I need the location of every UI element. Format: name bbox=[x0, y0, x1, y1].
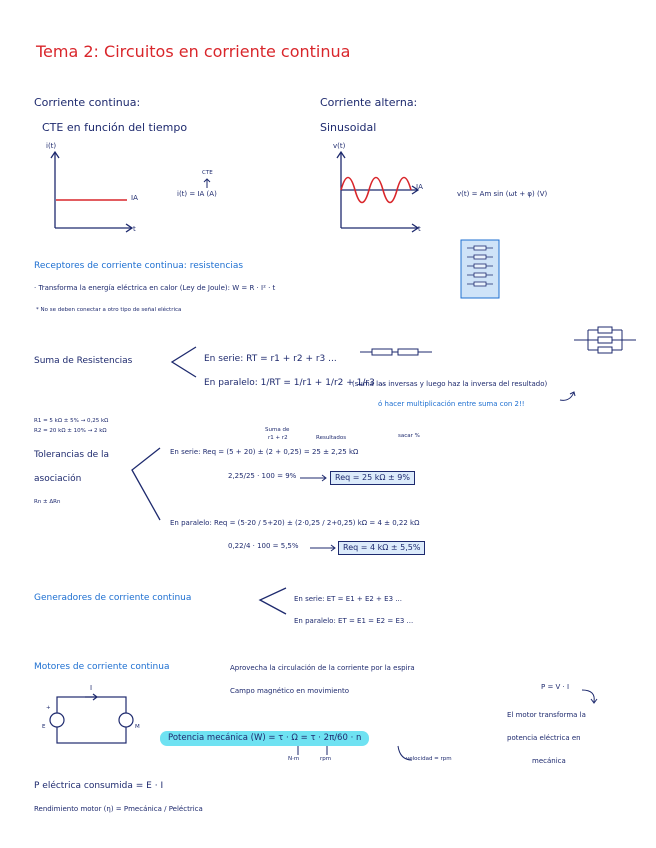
circuit-current-label: I bbox=[90, 684, 93, 692]
tol-label-2: asociación bbox=[34, 474, 82, 484]
ac-subheading: Sinusoidal bbox=[320, 121, 377, 134]
motores-heading: Motores de corriente continua bbox=[34, 662, 170, 672]
tol-serie-result: Req = 25 kΩ ± 9% bbox=[330, 471, 415, 485]
suma-serie: En serie: RT = r1 + r2 + r3 ... bbox=[204, 354, 337, 364]
circuit-plus-label: + bbox=[46, 705, 51, 711]
page-title: Tema 2: Circuitos en corriente continua bbox=[36, 42, 351, 61]
suma-alt-note: ó hacer multiplicación entre suma con 2!! bbox=[378, 400, 525, 408]
circuit-source-label: E bbox=[42, 724, 46, 730]
motores-note-3: mecánica bbox=[532, 757, 566, 765]
potencia-formula: Potencia mecánica (W) = τ · Ω = τ · 2π/60 · n bbox=[160, 731, 369, 746]
suma-label: Suma de Resistencias bbox=[34, 356, 133, 366]
gen-serie: En serie: ET = E1 + E2 + E3 ... bbox=[294, 595, 402, 603]
rendimiento: Rendimiento motor (η) = Pmecánica / Peléctrica bbox=[34, 805, 203, 813]
suma-paralelo: En paralelo: 1/RT = 1/r1 + 1/r2 + 1/r3 ... bbox=[204, 378, 387, 388]
tol-ann-2: r1 + r2 bbox=[268, 435, 288, 441]
units-nm: N·m bbox=[288, 756, 300, 762]
receptores-heading: Receptores de corriente continua: resistencias bbox=[34, 261, 244, 271]
tol-rn: Rn ± ΔRn bbox=[34, 499, 61, 505]
motores-desc-2: Campo magnético en movimiento bbox=[230, 687, 349, 695]
dc-level-label: IA bbox=[131, 194, 138, 202]
ac-heading: Corriente alterna: bbox=[320, 96, 418, 109]
dc-subheading: CTE en función del tiempo bbox=[42, 121, 188, 134]
ac-axis-y: v(t) bbox=[333, 142, 346, 150]
receptores-line2: * No se deben conectar a otro tipo de señal eléctrica bbox=[36, 307, 182, 313]
motores-pvi: P = V · I bbox=[541, 683, 570, 691]
ac-formula: v(t) = Am sin (ωt + φ) (V) bbox=[457, 190, 548, 198]
generadores-heading: Generadores de corriente continua bbox=[34, 593, 192, 603]
p-electrica: P eléctrica consumida = E · I bbox=[34, 781, 164, 791]
tol-side-1: R1 = 5 kΩ ± 5% → 0,25 kΩ bbox=[34, 418, 109, 424]
tol-ann-1: Suma de bbox=[265, 427, 290, 433]
gen-paralelo: En paralelo: ET = E1 = E2 = E3 ... bbox=[294, 617, 414, 625]
dc-axis-x: t bbox=[133, 225, 136, 233]
receptores-line1: · Transforma la energía eléctrica en calor (Ley de Joule): W = R · I² · t bbox=[34, 284, 276, 292]
circuit-motor-label: M bbox=[135, 724, 140, 730]
tol-side-2: R2 = 20 kΩ ± 10% → 2 kΩ bbox=[34, 428, 107, 434]
motores-note-2: potencia eléctrica en bbox=[507, 734, 581, 742]
tol-ann-4: sacar % bbox=[398, 433, 420, 439]
dc-axis-y: i(t) bbox=[46, 142, 57, 150]
motores-desc-1: Aprovecha la circulación de la corriente por la espira bbox=[230, 664, 415, 672]
ac-amp-label: IA bbox=[416, 183, 423, 191]
tol-paralelo: En paralelo: Req = (5·20 / 5+20) ± (2·0,25 / 2+0,25) kΩ = 4 ± 0,22 kΩ bbox=[170, 519, 420, 527]
dc-heading: Corriente continua: bbox=[34, 96, 141, 109]
ac-axis-x: t bbox=[418, 225, 421, 233]
tol-paralelo-result: Req = 4 kΩ ± 5,5% bbox=[338, 541, 425, 555]
units-rpm: rpm bbox=[320, 756, 332, 762]
tol-serie-calc: 2,25/25 · 100 = 9% bbox=[228, 472, 297, 480]
suma-paralelo-note: (suma las inversas y luego haz la inversa del resultado) bbox=[352, 380, 548, 388]
tol-label-1: Tolerancias de la bbox=[34, 450, 110, 460]
cte-label: CTE bbox=[202, 170, 213, 176]
tol-paralelo-calc: 0,22/4 · 100 = 5,5% bbox=[228, 542, 299, 550]
tol-ann-3: Resultados bbox=[316, 435, 347, 441]
dc-formula: i(t) = IA (A) bbox=[177, 190, 217, 198]
motores-note-1: El motor transforma la bbox=[507, 711, 586, 719]
units-velocidad: velocidad = rpm bbox=[406, 756, 452, 762]
tol-serie: En serie: Req = (5 + 20) ± (2 + 0,25) = 25 ± 2,25 kΩ bbox=[170, 448, 359, 456]
